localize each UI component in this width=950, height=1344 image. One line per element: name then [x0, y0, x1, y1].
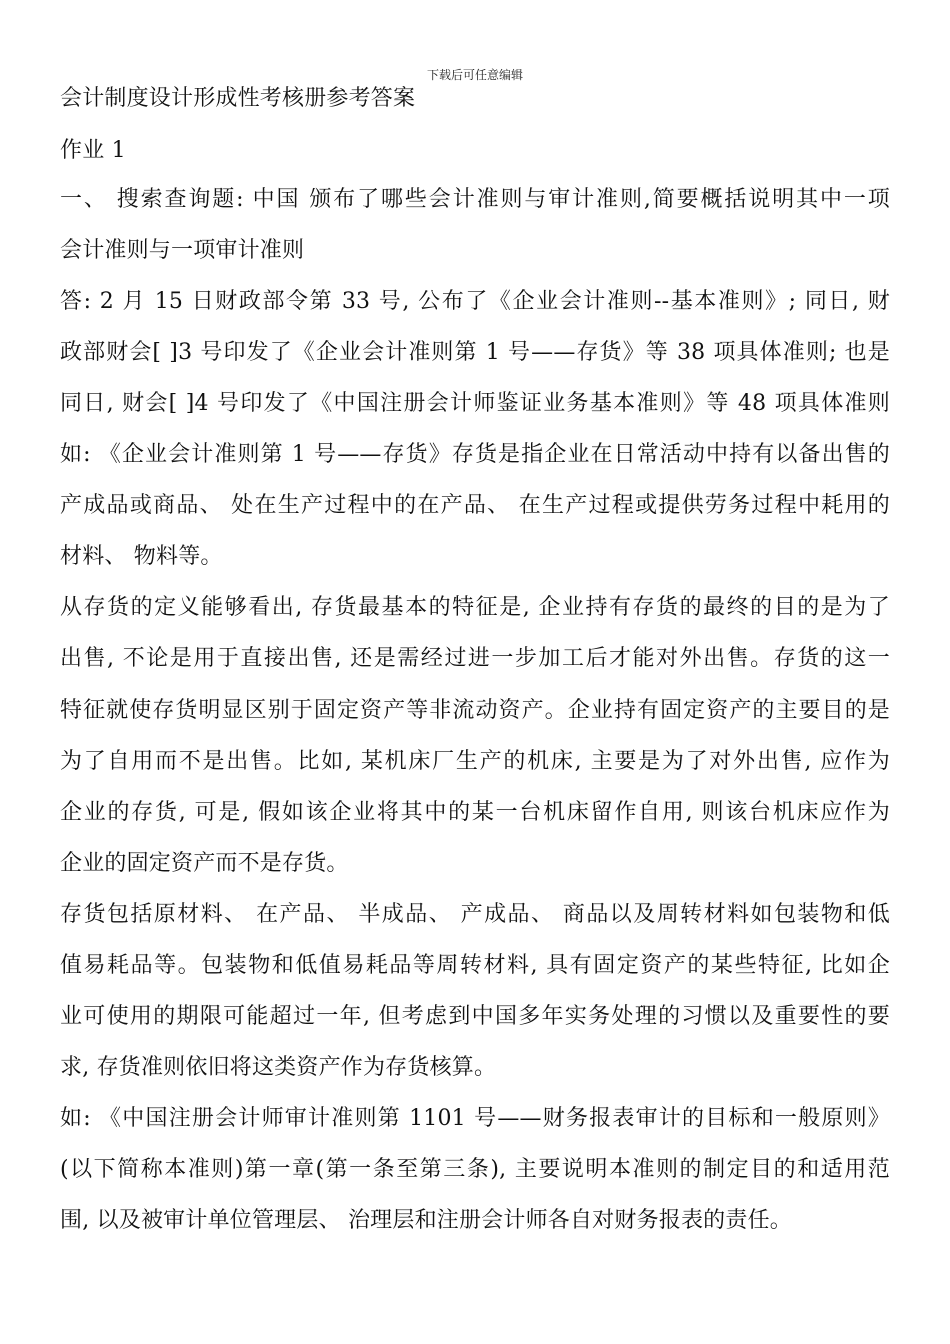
text-line: 如: 《企业会计准则第 1 号——存货》存货是指企业在日常活动中持有以备出售的 — [60, 442, 890, 467]
page-header-note: 下载后可任意编辑 — [426, 68, 523, 82]
text-line: 答: 2 月 15 日财政部令第 33 号, 公布了《企业会计准则--基本准则》; 同日, 财 — [60, 289, 890, 314]
text-line: 为了自用而不是出售。比如, 某机床厂生产的机床, 主要是为了对外出售, 应作为 — [60, 749, 890, 774]
text-line: (以下简称本准则)第一章(第一条至第三条), 主要说明本准则的制定目的和适用范 — [60, 1157, 890, 1182]
text-line: 特征就使存货明显区别于固定资产等非流动资产。企业持有固定资产的主要目的是 — [60, 698, 890, 723]
document-title: 会计制度设计形成性考核册参考答案 — [60, 86, 416, 111]
text-line: 出售, 不论是用于直接出售, 还是需经过进一步加工后才能对外出售。存货的这一 — [60, 646, 890, 671]
section-heading: 作业 1 — [60, 138, 126, 163]
text-line: 如: 《中国注册会计师审计准则第 1101 号——财务报表审计的目标和一般原则》 — [60, 1106, 890, 1131]
text-line: 求, 存货准则依旧将这类资产作为存货核算。 — [60, 1055, 497, 1080]
text-line: 从存货的定义能够看出, 存货最基本的特征是, 企业持有存货的最终的目的是为了 — [60, 595, 890, 620]
text-line: 会计准则与一项审计准则 — [60, 238, 305, 263]
text-line: 围, 以及被审计单位管理层、 治理层和注册会计师各自对财务报表的责任。 — [60, 1208, 792, 1233]
text-line: 企业的存货, 可是, 假如该企业将其中的某一台机床留作自用, 则该台机床应作为 — [60, 800, 890, 825]
text-line: 一、 搜索查询题: 中国 颁布了哪些会计准则与审计准则,简要概括说明其中一项 — [60, 187, 890, 212]
text-line: 政部财会[ ]3 号印发了《企业会计准则第 1 号——存货》等 38 项具体准则; 也是 — [60, 340, 890, 365]
text-line: 同日, 财会[ ]4 号印发了《中国注册会计师鉴证业务基本准则》等 48 项具体准则 — [60, 391, 890, 416]
text-line: 企业的固定资产而不是存货。 — [60, 851, 349, 876]
text-line: 产成品或商品、 处在生产过程中的在产品、 在生产过程或提供劳务过程中耗用的 — [60, 493, 890, 518]
text-line: 业可使用的期限可能超过一年, 但考虑到中国多年实务处理的习惯以及重要性的要 — [60, 1004, 890, 1029]
text-line: 值易耗品等。包装物和低值易耗品等周转材料, 具有固定资产的某些特征, 比如企 — [60, 953, 890, 978]
text-line: 材料、 物料等。 — [60, 544, 223, 569]
text-line: 存货包括原材料、 在产品、 半成品、 产成品、 商品以及周转材料如包装物和低 — [60, 902, 890, 927]
